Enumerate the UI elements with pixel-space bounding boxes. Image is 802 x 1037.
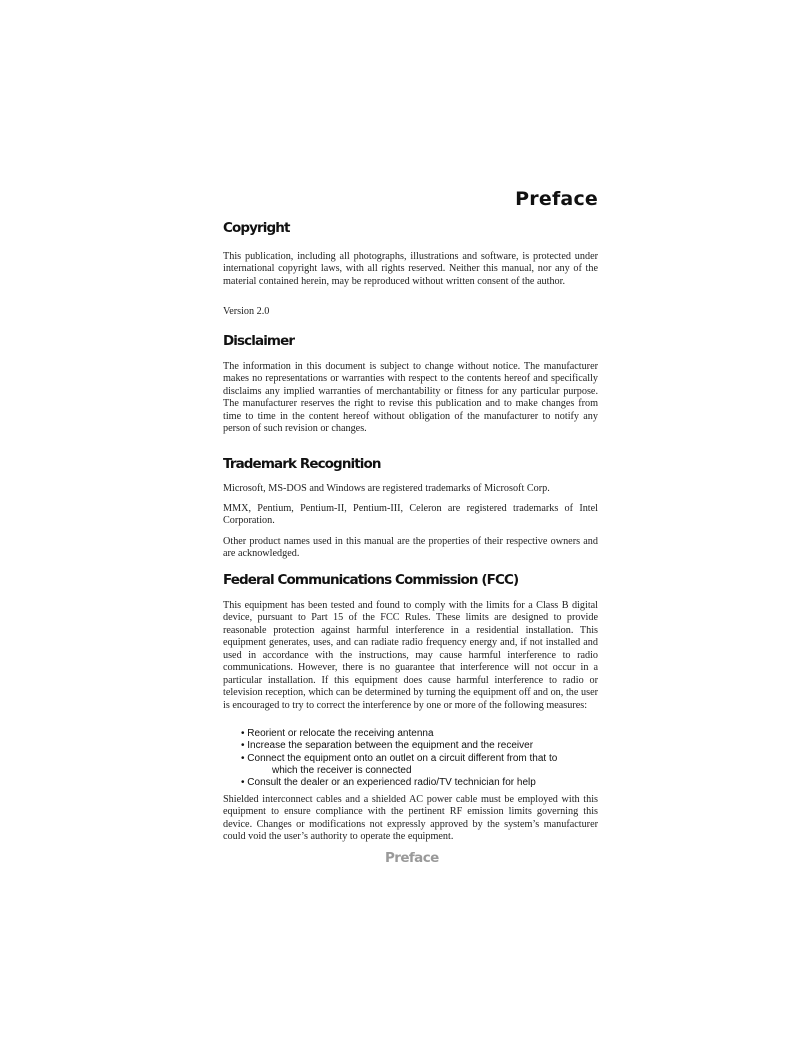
trademark-intel-text: MMX, Pentium, Pentium-II, Pentium-III, Celeron are registered trademarks of Intel Corporation.: [223, 503, 598, 527]
list-item: • Increase the separation between the equipment and the receiver: [241, 740, 534, 752]
list-item: • Connect the equipment onto an outlet on a circuit different from that to: [241, 752, 558, 764]
page-footer: Preface: [385, 850, 439, 866]
list-item: • Consult the dealer or an experienced radio/TV technician for help: [241, 777, 536, 789]
trademark-microsoft-text: Microsoft, MS-DOS and Windows are registered trademarks of Microsoft Corp.: [223, 483, 550, 494]
fcc-text: This equipment has been tested and found to comply with the limits for a Class B digital device, pursuant to Part 15 of the FCC Rules. These limits are designed to provide reasonable protection against harmful interference in a residential installation. This equipment generates, uses, and can radiate radio frequency energy and, if not installed and used in accordance with the instructions, may cause harmful interference to radio communications. However, there is no guarantee that interference will not occur in a particular installation. If this equipment does cause harmful interference to radio or television reception, which can be determined by turning the equipment off and on, the user is encouraged to try to correct the interference by one or more of the following measures:: [223, 600, 598, 711]
list-item: • Reorient or relocate the receiving antenna: [241, 728, 434, 739]
disclaimer-heading: Disclaimer: [223, 333, 295, 349]
list-item-continuation: which the receiver is connected: [272, 764, 412, 776]
copyright-text: This publication, including all photographs, illustrations and software, is protected under international copyright laws, with all rights reserved. Neither this manual, nor any of the material contained herein, may be reproduced without written consent of the author.: [223, 251, 598, 287]
page-title: Preface: [515, 188, 598, 210]
disclaimer-text: The information in this document is subject to change without notice. The manufacturer makes no representations or warranties with respect to the contents hereof and specifically disclaims any implied warranties of merchantability or fitness for any particular purpose. The manufacturer reserves the right to revise this publication and to make changes from time to time in the content hereof without obligation of the manufacturer to notify any person of such revision or changes.: [223, 361, 598, 435]
fcc-measures-list: [241, 728, 601, 789]
trademark-other-text: Other product names used in this manual are the properties of their respective owners and are acknowledged.: [223, 536, 598, 560]
trademark-heading: Trademark Recognition: [223, 456, 381, 472]
fcc-heading: Federal Communications Commission (FCC): [223, 572, 519, 588]
copyright-heading: Copyright: [223, 220, 290, 236]
fcc-closing-text: Shielded interconnect cables and a shielded AC power cable must be employed with this equipment to ensure compliance with the pertinent RF emission limits governing this device. Changes or modifications not expressly approved by the system’s manufacturer could void the user’s authority to operate the equipment.: [223, 794, 598, 843]
version-text: Version 2.0: [223, 306, 270, 317]
